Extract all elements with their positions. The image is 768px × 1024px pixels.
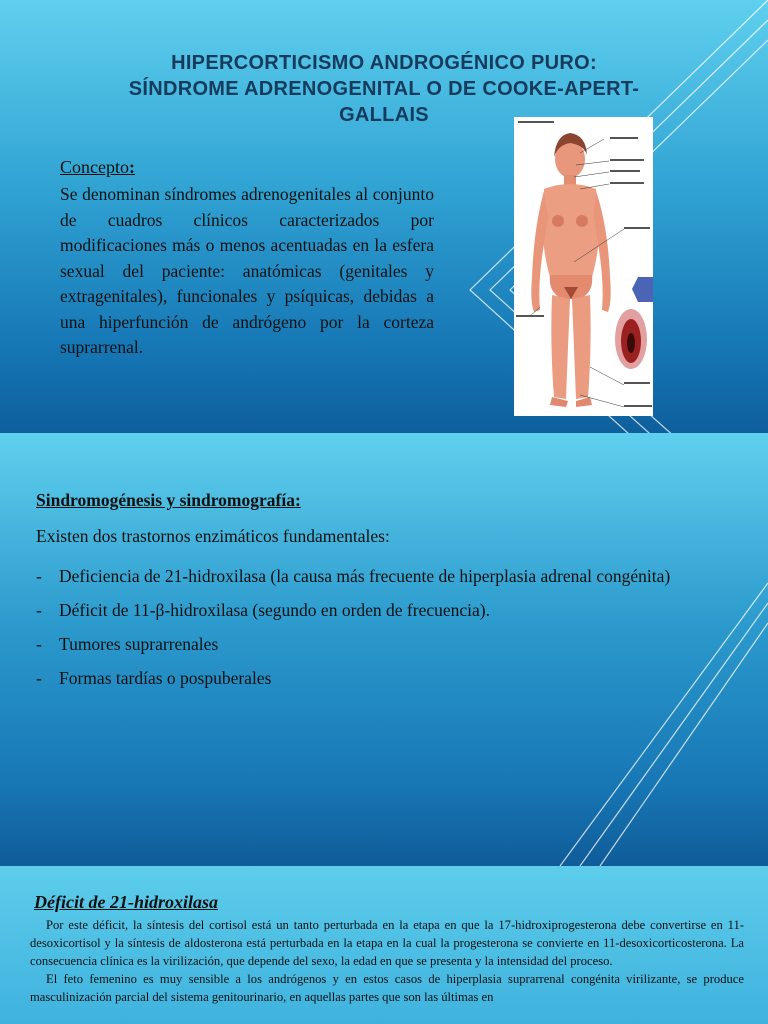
section-heading bbox=[36, 490, 301, 511]
concept-heading-colon: : bbox=[129, 157, 135, 177]
section-heading-colon: : bbox=[294, 490, 301, 510]
section-intro: Existen dos trastornos enzimáticos fundamentales: bbox=[36, 526, 390, 546]
deficit-paragraph-1: Por este déficit, la síntesis del cortisol está un tanto perturbada en la etapa en que la 17-hidroxiprogesterona debe convertirse en 11-desoxicortisol y la síntesis de aldosterona está perturbada en la etapa en la cual la progesterona se convierte en 11-desoxicorticosterona. La consecuencia clínica es la virilización, que depende del sexo, la edad en que se presenta y la intensidad del proceso. bbox=[30, 918, 744, 968]
bullet-dash: - bbox=[36, 600, 42, 620]
section-heading-text: Sindromogénesis y sindromografía bbox=[36, 490, 295, 510]
concept-paragraph: Se denominan síndromes adrenogenitales al conjunto de cuadros clínicos caracterizados por modificaciones más o menos acentuadas en la esfera sexual del paciente: anatómicas (genitales y extragenitales), funcionales y psíquicas, debidas a una hiperfunción de andrógeno por la corteza suprarrenal. bbox=[60, 184, 434, 357]
concept-heading-text: Concepto bbox=[60, 157, 129, 177]
bullet-list bbox=[36, 559, 726, 695]
deficit-paragraph-2: El feto femenino es muy sensible a los andrógenos y en estos casos de hiperplasia suprarrenal congénita virilizante, se produce masculinización parcial del sistema genitourinario, en aquellas partes que son las últimas en bbox=[30, 972, 744, 1004]
list-item bbox=[36, 593, 726, 627]
list-item bbox=[36, 661, 726, 695]
list-item-text: Tumores suprarrenales bbox=[59, 634, 219, 654]
bullet-dash: - bbox=[36, 566, 42, 586]
list-item bbox=[36, 627, 726, 661]
title-line-2: SÍNDROME ADRENOGENITAL O DE COOKE-APERT- bbox=[128, 78, 640, 100]
deficit-heading: Déficit de 21-hidroxilasa bbox=[34, 892, 218, 912]
bullet-dash: - bbox=[36, 634, 42, 654]
slide-2 bbox=[0, 433, 768, 866]
anatomical-figure-image bbox=[514, 117, 653, 416]
title-line-3: GALLAIS bbox=[339, 104, 429, 126]
list-item-text: Formas tardías o pospuberales bbox=[59, 668, 272, 688]
deficit-paragraphs bbox=[30, 916, 744, 1006]
bullet-dash: - bbox=[36, 668, 42, 688]
list-item bbox=[36, 559, 726, 593]
concept-heading bbox=[60, 157, 135, 178]
slide-3 bbox=[0, 866, 768, 1024]
title-line-1: HIPERCORTICISMO ANDROGÉNICO PURO: bbox=[171, 52, 597, 74]
slide-1 bbox=[0, 0, 768, 433]
list-item-text: Deficiencia de 21-hidroxilasa (la causa más frecuente de hiperplasia adrenal congénita) bbox=[59, 566, 671, 586]
list-item-text: Déficit de 11-β-hidroxilasa (segundo en orden de frecuencia). bbox=[59, 600, 490, 620]
